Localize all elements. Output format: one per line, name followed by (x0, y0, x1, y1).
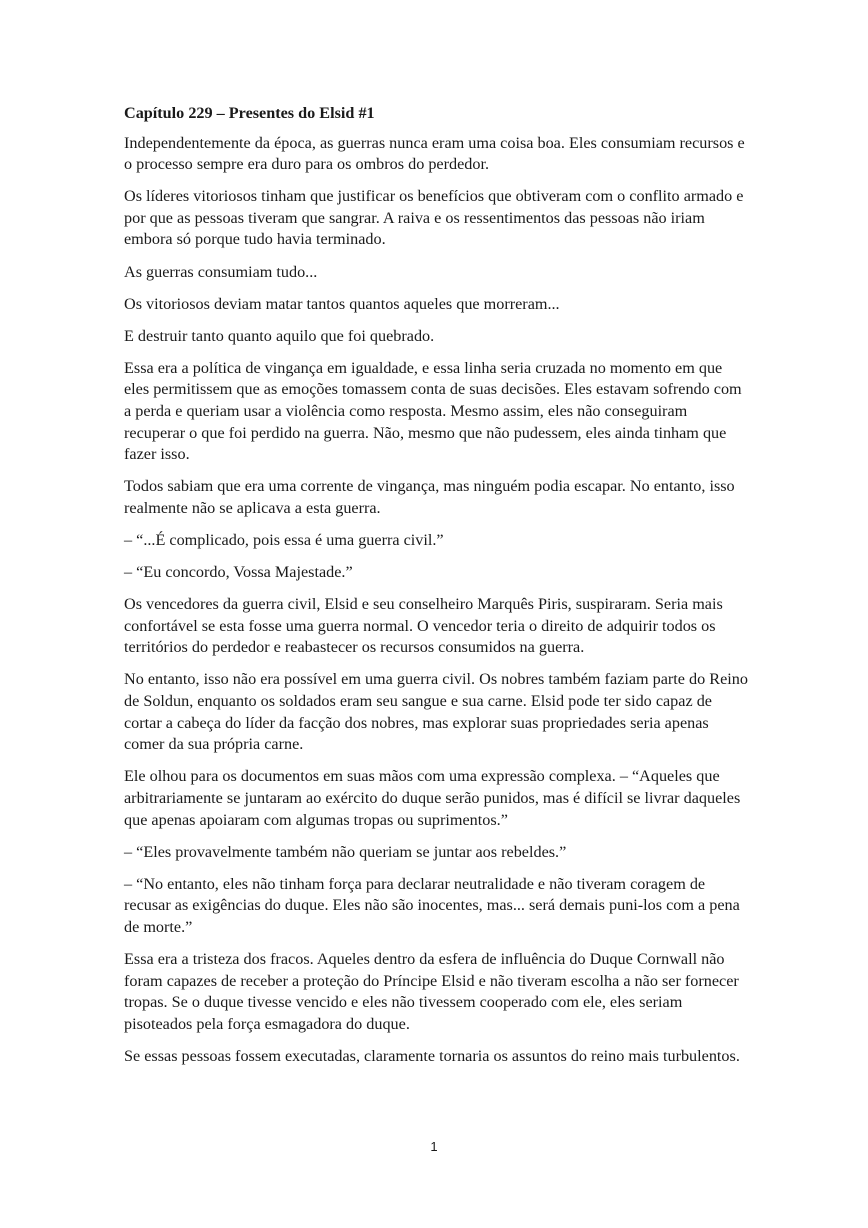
dialogue-line-1: – “...É complicado, pois essa é uma guerra civil.” (124, 531, 444, 549)
dialogue-line-3: – “Eles provavelmente também não queriam se juntar aos rebeldes.” (124, 842, 567, 861)
paragraph-16: Se essas pessoas fossem executadas, claramente tornaria os assuntos do reino mais turbulentos. (124, 1046, 740, 1065)
paragraph-11: No entanto, isso não era possível em uma guerra civil. Os nobres também faziam parte do Reino de Soldun, enquanto os soldados eram seu sangue e sua carne. Elsid pode ter sido capaz de cortar a cabeça do líder da facção dos nobres, mas explorar suas propriedades seria apenas comer da sua própria carne. (124, 670, 748, 754)
paragraph-2: Os líderes vitoriosos tinham que justificar os benefícios que obtiveram com o conflito armado e por que as pessoas tiveram que sangrar. A raiva e os ressentimentos das pessoas não iriam embora só porque tudo havia terminado. (124, 187, 744, 249)
paragraph-3: As guerras consumiam tudo... (124, 262, 318, 281)
paragraph-5: E destruir tanto quanto aquilo que foi quebrado. (124, 326, 435, 345)
paragraph-7: Todos sabiam que era uma corrente de vingança, mas ninguém podia escapar. No entanto, isso realmente não se aplicava a esta guerra. (124, 477, 735, 517)
paragraph-10: Os vencedores da guerra civil, Elsid e seu conselheiro Marquês Piris, suspiraram. Seria mais confortável se esta fosse uma guerra normal. O vencedor teria o direito de adquirir todos os territórios do perdedor e reabastecer os recursos consumidos na guerra. (124, 595, 723, 657)
paragraph-4: Os vitoriosos deviam matar tantos quantos aqueles que morreram... (124, 294, 560, 313)
paragraph-12: Ele olhou para os documentos em suas mãos com uma expressão complexa. – “Aqueles que arbitrariamente se juntaram ao exército do duque serão punidos, mas é difícil se livrar daqueles que apenas apoiaram com algumas tropas ou suprimentos.” (124, 767, 741, 829)
paragraph-15: Essa era a tristeza dos fracos. Aqueles dentro da esfera de influência do Duque Cornwall não foram capazes de receber a proteção do Príncipe Elsid e não tiveram escolha a não ser fornecer tropas. Se o duque tivesse vencido e eles não tivessem cooperado com ele, eles seriam pisoteados pela força esmagadora do duque. (124, 950, 739, 1033)
dialogue-line-4: – “No entanto, eles não tinham força para declarar neutralidade e não tiveram coragem de recusar as exigências do duque. Eles não são inocentes, mas... será demais puni-los com a pena de morte.” (124, 874, 740, 936)
dialogue-line-2: – “Eu concordo, Vossa Majestade.” (124, 563, 353, 582)
chapter-title: Capítulo 229 – Presentes do Elsid #1 (124, 104, 375, 122)
page-number: 1 (430, 1139, 438, 1154)
paragraph-6: Essa era a política de vingança em igualdade, e essa linha seria cruzada no momento em que eles permitissem que as emoções tomassem conta de suas decisões. Eles estavam sofrendo com a perda e queriam usar a violência como resposta. Mesmo assim, eles não conseguiram recuperar o que foi perdido na guerra. Não, mesmo que não pudessem, eles ainda tinham que fazer isso. (124, 358, 742, 464)
paragraph-1: Independentemente da época, as guerras nunca eram uma coisa boa. Eles consumiam recursos e o processo sempre era duro para os ombros do perdedor. (124, 133, 745, 174)
document-body (124, 103, 748, 1078)
